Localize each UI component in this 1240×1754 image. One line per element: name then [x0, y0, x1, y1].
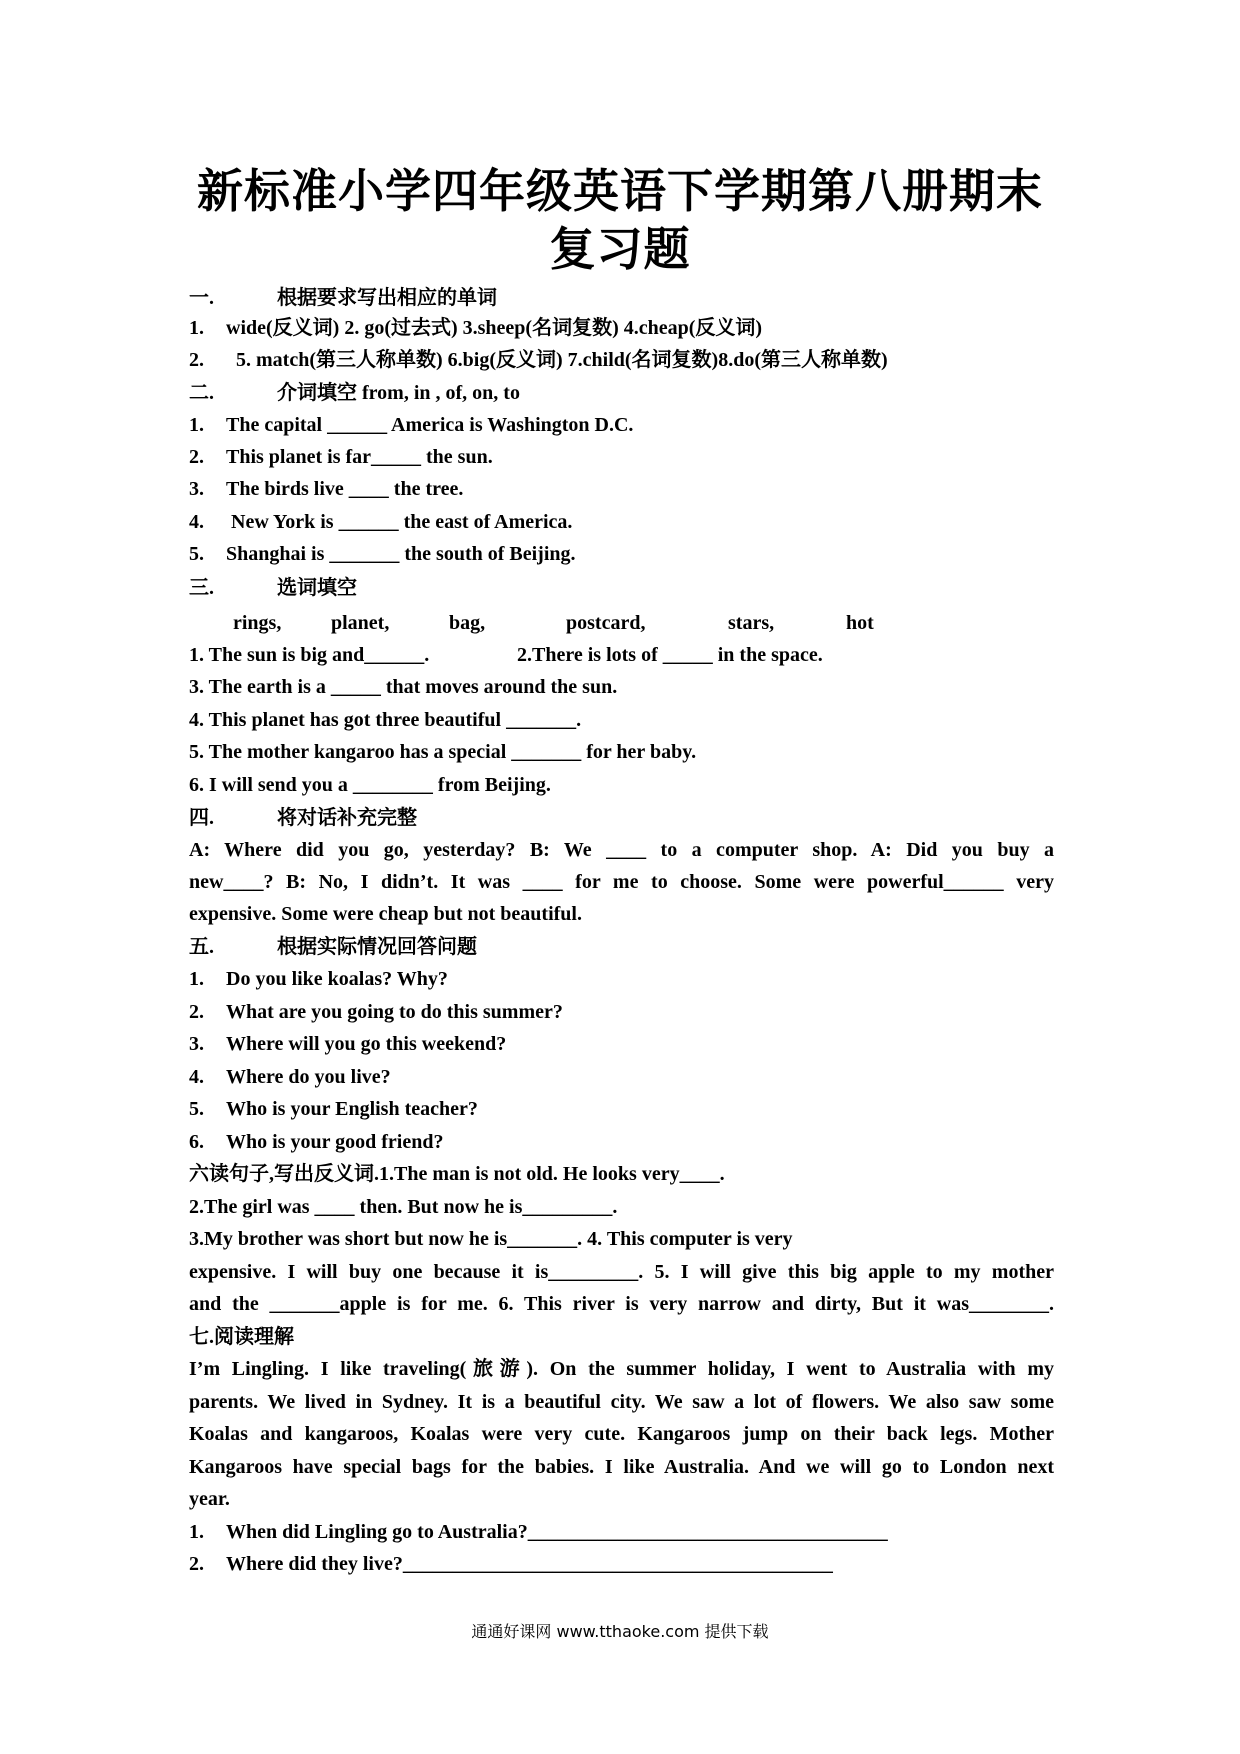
- list-item: [189, 671, 617, 703]
- item-text: What are you going to do this summer?: [226, 1001, 563, 1023]
- list-item: [189, 1126, 443, 1158]
- list-item: [189, 1548, 833, 1580]
- list-item: [189, 963, 448, 995]
- item-text: When did Lingling go to Australia?____________________________________: [226, 1521, 888, 1543]
- word-bank-item: hot: [846, 612, 874, 634]
- item-text: This planet is far_____ the sun.: [226, 446, 493, 468]
- section-marker: 四.: [189, 807, 214, 829]
- reading-passage-line: Koalas and kangaroos, Koalas were very cute. Kangaroos jump on their back legs. Mother: [189, 1423, 1054, 1445]
- list-item: [517, 639, 823, 671]
- item-text: 5. match(第三人称单数) 6.big(反义词) 7.child(名词复数)8.do(第三人称单数): [236, 349, 888, 371]
- item-text: Do you like koalas? Why?: [226, 968, 448, 990]
- item-number: 6.: [189, 1131, 204, 1153]
- item-text: Where will you go this weekend?: [226, 1033, 507, 1055]
- item-text: 1. The sun is big and______.: [189, 644, 430, 666]
- item-number: 2.: [189, 1001, 204, 1023]
- section-3-heading: [189, 572, 357, 604]
- dialogue-line: expensive. Some were cheap but not beautiful.: [189, 903, 582, 925]
- section-title: 根据实际情况回答问题: [277, 936, 477, 958]
- section-title: 根据要求写出相应的单词: [277, 287, 497, 309]
- item-number: 4.: [189, 511, 204, 533]
- item-text: Who is your English teacher?: [226, 1098, 478, 1120]
- item-number: 2.: [189, 446, 204, 468]
- section-5-heading: [189, 931, 477, 963]
- word-bank-item: rings,: [233, 612, 282, 634]
- item-number: 5.: [189, 1098, 204, 1120]
- item-text: 2.There is lots of _____ in the space.: [517, 644, 823, 666]
- item-number: 1.: [189, 968, 204, 990]
- item-number: 4.: [189, 1066, 204, 1088]
- item-text: New York is ______ the east of America.: [226, 511, 573, 533]
- item-text: Where do you live?: [226, 1066, 391, 1088]
- list-item: [189, 639, 429, 671]
- word-bank-item: postcard,: [566, 612, 646, 634]
- list-item: [189, 1093, 478, 1125]
- list-item: [189, 1028, 506, 1060]
- section-6-line: 六读句子,写出反义词.1.The man is not old. He looks very____.: [189, 1163, 725, 1185]
- list-item: [189, 409, 633, 441]
- item-text: Where did they live?___________________________________________: [226, 1553, 833, 1575]
- dialogue-line: new____? B: No, I didn’t. It was ____ for me to choose. Some were powerful______ very: [189, 871, 1054, 893]
- item-text: The birds live ____ the tree.: [226, 478, 464, 500]
- section-marker: 五.: [189, 936, 214, 958]
- section-4-heading: [189, 802, 417, 834]
- item-number: 1.: [189, 414, 204, 436]
- item-number: 5.: [189, 543, 204, 565]
- section-marker: 二.: [189, 382, 214, 404]
- item-number: 1.: [189, 317, 204, 339]
- section-6-line: 2.The girl was ____ then. But now he is_________.: [189, 1196, 618, 1218]
- section-1-heading: [189, 282, 497, 314]
- item-text: 3. The earth is a _____ that moves around the sun.: [189, 676, 618, 698]
- reading-passage-line: year.: [189, 1488, 230, 1510]
- section-7-heading: 七.阅读理解: [189, 1326, 294, 1348]
- list-item: [189, 704, 581, 736]
- section-2-heading: [189, 377, 520, 409]
- item-text: 6. I will send you a ________ from Beijing.: [189, 774, 551, 796]
- section-title: 选词填空: [277, 577, 357, 599]
- dialogue-line: A: Where did you go, yesterday? B: We ____ to a computer shop. A: Did you buy a: [189, 839, 1054, 861]
- list-item: [189, 769, 551, 801]
- page-title-line-2: 复习题: [549, 222, 691, 276]
- item-text: wide(反义词) 2. go(过去式) 3.sheep(名词复数) 4.cheap(反义词): [226, 317, 763, 339]
- word-bank-item: planet,: [331, 612, 390, 634]
- item-text: Who is your good friend?: [226, 1131, 444, 1153]
- section-marker: 一.: [189, 287, 214, 309]
- word-bank-item: bag,: [449, 612, 486, 634]
- word-bank-item: stars,: [728, 612, 775, 634]
- list-item: [189, 312, 762, 344]
- page-title-line-1: 新标准小学四年级英语下学期第八册期末: [197, 164, 1043, 218]
- list-item: [189, 473, 463, 505]
- section-title: 将对话补充完整: [277, 807, 417, 829]
- item-text: The capital ______ America is Washington D.C.: [226, 414, 634, 436]
- page-footer: 通通好课网 www.tthaoke.com 提供下载: [471, 1622, 769, 1641]
- list-item: [189, 996, 563, 1028]
- list-item: [189, 441, 493, 473]
- item-number: 3.: [189, 1033, 204, 1055]
- item-text: 4. This planet has got three beautiful _______.: [189, 709, 582, 731]
- item-number: 2.: [189, 1553, 204, 1575]
- section-title: 介词填空 from, in , of, on, to: [277, 382, 520, 404]
- reading-passage-line: Kangaroos have special bags for the babies. I like Australia. And we will go to London next: [189, 1456, 1054, 1478]
- reading-passage-line: parents. We lived in Sydney. It is a beautiful city. We saw a lot of flowers. We also saw some: [189, 1391, 1054, 1413]
- reading-passage-line: I’m Lingling. I like traveling(旅游). On the summer holiday, I went to Australia with my: [189, 1358, 1054, 1380]
- list-item: [189, 506, 572, 538]
- section-6-line: 3.My brother was short but now he is_______. 4. This computer is very: [189, 1228, 793, 1250]
- word-bank: [0, 607, 1240, 639]
- item-text: Shanghai is _______ the south of Beijing.: [226, 543, 576, 565]
- item-text: 5. The mother kangaroo has a special _______ for her baby.: [189, 741, 697, 763]
- list-item: [189, 736, 696, 768]
- section-6-line: and the _______apple is for me. 6. This river is very narrow and dirty, But it was________.: [189, 1293, 1054, 1315]
- section-6-line: expensive. I will buy one because it is_________. 5. I will give this big apple to my mother: [189, 1261, 1054, 1283]
- list-item: [189, 1061, 391, 1093]
- item-number: 2.: [189, 349, 204, 371]
- section-marker: 三.: [189, 577, 214, 599]
- list-item: [189, 344, 888, 376]
- item-number: 1.: [189, 1521, 204, 1543]
- item-number: 3.: [189, 478, 204, 500]
- list-item: [189, 538, 576, 570]
- list-item: [189, 1516, 888, 1548]
